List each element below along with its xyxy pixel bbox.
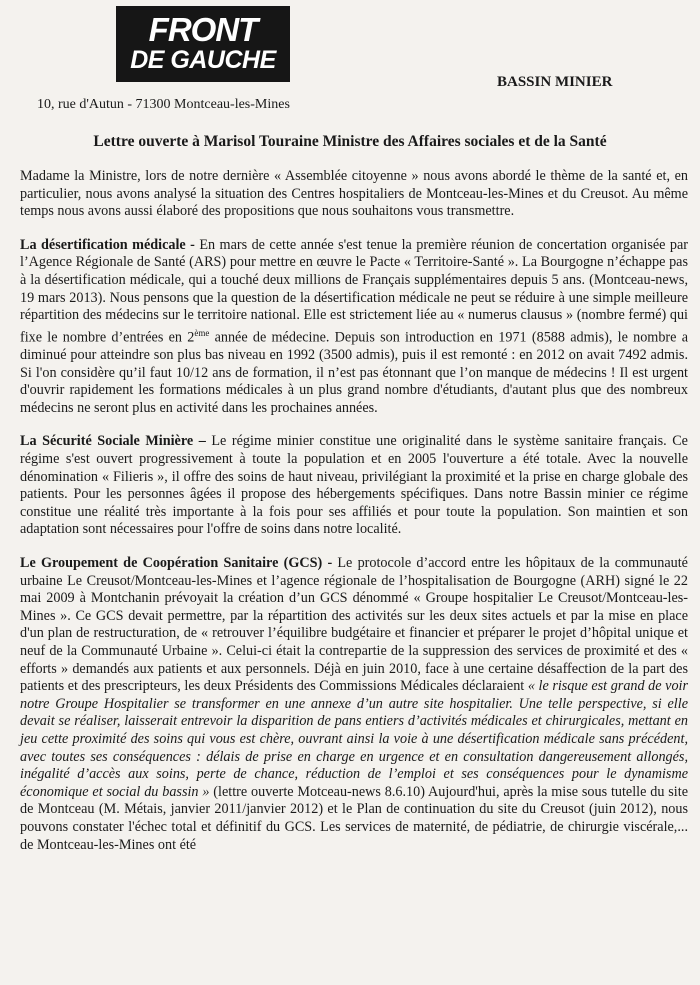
desertification-superscript: ème <box>194 327 210 338</box>
gcs-heading: Le Groupement de Coopération Sanitaire (GCS) - <box>20 555 333 572</box>
gcs-text-b: (lettre ouverte Motceau-news 8.6.10) Aujourd'hui, après la mise sous tutelle du site de Montceau (M. Métais, janvier 2011/janvier 2012) et le Plan de continuation du site du Creusot (juin 2012), nous pouvons constater l'échec total et définitif du GCS. Les services de maternité, de pédiatrie, de chirurgie viscérale,... de Montceau-les-Mines ont été <box>20 783 688 853</box>
section-label: BASSIN MINIER <box>497 74 613 90</box>
letter-body <box>20 168 688 870</box>
desertification-text-a: En mars de cette année s'est tenue la première réunion de concertation organisée par l’Agence Régionale de Santé (ARS) pour mettre en œuvre le Pacte « Territoire-Santé ». La Bourgogne n’échappe pas à la désertification médicale, qui a touché deux millions de Français supplémentaires depuis 5 ans. (Montceau-news, 19 mars 2013). Nous pensons que la question de la désertification médicale ne peut se réduire à une simple meilleure répartition des médecins sur le territoire national. Elle est strictement liée au « numerus clausus » (nombre fermé) qui fixe le nombre d’entrées en 2 <box>20 236 688 346</box>
intro-paragraph: Madame la Ministre, lors de notre dernière « Assemblée citoyenne » nous avons abordé le thème de la santé et, en particulier, nous avons analysé la situation des Centres hospitaliers de Montceau-les-Mines et du Creusot. Au même temps nous avons aussi élaboré des propositions que nous souhaitons vous transmettre. <box>20 168 688 220</box>
desertification-paragraph <box>20 237 688 418</box>
letter-title: Lettre ouverte à Marisol Touraine Ministre des Affaires sociales et de la Santé <box>93 133 607 150</box>
logo-line-1: FRONT <box>148 11 258 48</box>
desertification-heading: La désertification médicale - <box>20 236 195 253</box>
gcs-text-a: Le protocole d’accord entre les hôpitaux de la communauté urbaine Le Creusot/Montceau-les-Mines et l’agence régionale de l’hospitalisation de Bourgogne (ARH) signé le 22 mai 2009 à Montchanin prévoyait la création d’un GCS dénommé « Groupe hospitalier Le Creusot/Montceau-les-Mines ». Ce GCS devait permettre, par la répartition des activités sur les deux sites actuels et par la mise en place d'un plan de restructuration, de « retrouver l’équilibre budgétaire et financier et préparer le projet d’hôpital unique et neuf de la Communauté Urbaine ». Celui-ci était la contrepartie de la suppression des services de proximité et des « efforts » demandés aux patients et aux personnels. Déjà en juin 2010, face à une certaine désaffection de la part des patients et des prescripteurs, les deux Présidents des Commissions Médicales déclaraient <box>20 555 688 695</box>
securite-sociale-paragraph <box>20 433 688 539</box>
securite-sociale-heading: La Sécurité Sociale Minière – <box>20 433 206 450</box>
logo-line-2: DE GAUCHE <box>130 46 276 74</box>
desertification-text-b: année de médecine. Depuis son introduction en 1971 (8588 admis), le nombre a diminué pour atteindre son plus bas niveau en 1992 (3500 admis), puis il est remonté : en 2012 on avait 7492 admis. Si l'on considère qu’il faut 10/12 ans de formation, il n’est pas étonnant que l’on manque de médecins ! Il est urgent d'ouvrir rapidement les formations médicales à un plus grand nombre d'étudiants, d'autant plus que des nombreux médecins ne seront plus en activité dans les prochaines années. <box>20 329 688 416</box>
sender-address: 10, rue d'Autun - 71300 Montceau-les-Mines <box>37 97 290 112</box>
gcs-paragraph <box>20 555 688 854</box>
gcs-quote: « le risque est grand de voir notre Groupe Hospitalier se transformer en une annexe d’un autre site hospitalier. Une telle perspective, si elle devait se réaliser, laisserait entrevoir la disparition de pans entiers d’activités médicales et chirurgicales, mettant en jeu cette proximité des soins qui vous est chère, ouvrant ainsi la voie à une désertification médicale sans précédent, avec toutes ses conséquences : délais de prise en charge en urgence et en consultation dangereusement allongés, inégalité d’accès aux soins, perte de chance, réduction de l’emploi et ses conséquences pour le dynamisme économique et social du bassin » <box>20 678 688 800</box>
securite-sociale-text: Le régime minier constitue une originalité dans le système sanitaire français. Ce régime s'est ouvert progressivement à toute la population et en 2005 l'ouverture a été totale. Avec la nouvelle dénomination « Filieris », il offre des soins de haut niveau, privilégiant la proximité et la prise en charge globale des patients. Pour les personnes âgées il propose des hébergements spécifiques. Dans notre Bassin minier ce régime constitue une réalité très importante à la fois pour ses affiliés et pour toute la population. Son maintien et son adaptation sont nécessaires pour l'offre de soins dans notre localité. <box>20 433 688 538</box>
front-de-gauche-logo <box>116 6 290 82</box>
